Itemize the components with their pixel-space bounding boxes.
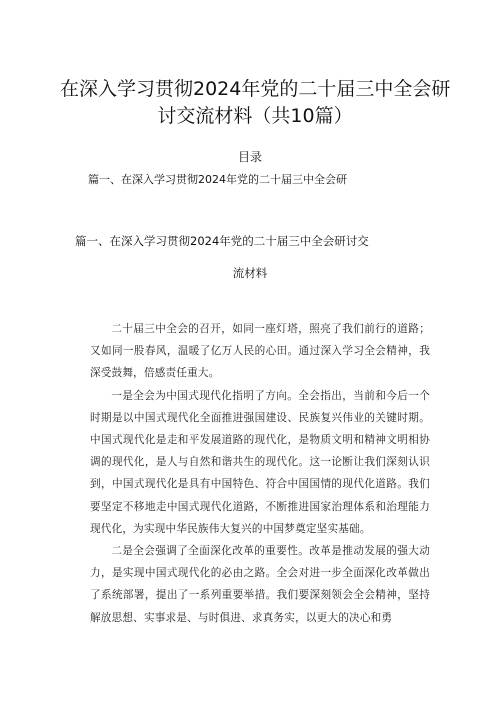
body-text (90, 318, 430, 629)
toc-item[interactable]: 篇一、在深入学习贯彻2024年党的二十届三中全会研 (88, 173, 347, 186)
document-title-line2: 讨交流材料（共10篇） (157, 105, 353, 127)
paragraph: 二是全会强调了全面深化改革的重要性。改革是推动发展的强大动力，是实现中国式现代化的必由之路。全会对进一步全面深化改革做出了系统部署，提出了一系列重要举措。我们要深刻领会全会精神，坚持解放思想、实事求是、与时俱进、求真务实，以更大的决心和勇 (90, 545, 430, 624)
section-heading: 篇一、在深入学习贯彻2024年党的二十届三中全会研讨交 (75, 234, 369, 248)
toc-heading: 目录 (237, 150, 262, 164)
paragraph: 一是全会为中国式现代化指明了方向。全会指出，当前和今后一个时期是以中国式现代化全面推进强国建设、民族复兴伟业的关键时期。中国式现代化是走和平发展道路的现代化，是物质文明和精神文明相协调的现代化，是人与自然和谐共生的现代化。这一论断让我们深刻认识到，中国式现代化是具有中国特色、符合中国国情的现代化道路。我们要坚定不移地走中国式现代化道路，不断推进国家治理体系和治理能力现代化，为实现中华民族伟大复兴的中国梦奠定坚实基础。 (90, 389, 430, 535)
paragraph: 二十届三中全会的召开，如同一座灯塔，照亮了我们前行的道路；又如同一股春风，温暖了亿万人民的心田。通过深入学习全会精神，我深受鼓舞，倍感责任重大。 (90, 323, 430, 380)
document-title-line1: 在深入学习贯彻2024年党的二十届三中全会研 (60, 78, 451, 100)
section-heading-continued: 流材料 (232, 266, 268, 280)
